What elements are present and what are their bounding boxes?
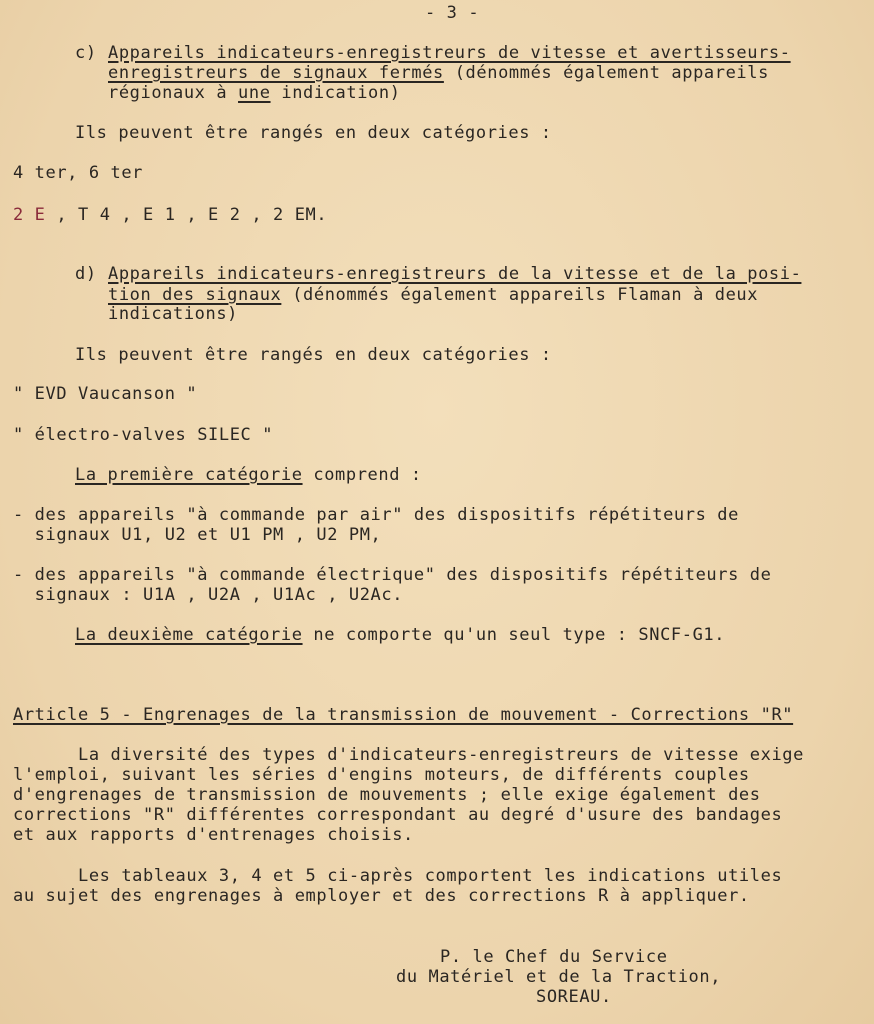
article5-para2-line: au sujet des engrenages à employer et des corrections R à appliquer. [13,886,750,906]
section-c-title-line3-rest: indication) [270,83,401,103]
item2-line2: signaux : U1A , U2A , U1Ac , U2Ac. [13,585,404,605]
section-d-intro: Ils peuvent être rangés en deux catégories : [75,345,552,365]
section-c-title-line3 [108,84,401,103]
section-c-label: c) [75,43,97,63]
section-d-title-line2-rest: (dénommés également appareils Flaman à deux [281,285,759,305]
section-c-category2 [13,206,327,225]
section-d-title-line3: indications) [108,304,239,324]
article5-para1-line: La diversité des types d'indicateurs-enregistreurs de vitesse exige [13,745,804,765]
section-c-intro: Ils peuvent être rangés en deux catégories : [75,123,552,143]
section-d-category2: " électro-valves SILEC " [13,425,274,445]
page-number: - 3 - [425,3,480,23]
section-c-title-line2 [108,64,769,83]
first-category-rest: comprend : [302,465,422,485]
item1-line2: signaux U1, U2 et U1 PM , U2 PM, [13,525,382,545]
signature-line1: P. le Chef du Service [440,947,668,967]
second-category-underlined: La deuxième catégorie [75,625,303,645]
section-c-title-line3-pre: régionaux à [108,83,239,103]
section-d-label: d) [75,264,97,284]
signature-line3: SOREAU. [536,987,612,1007]
section-c-category2-rest: , T 4 , E 1 , E 2 , 2 EM. [45,205,328,225]
article5-para1-line: d'engrenages de transmission de mouvements ; elle exige également des [13,785,761,805]
signature-line2: du Matériel et de la Traction, [396,967,722,987]
section-d-title-line2-underlined: tion des signaux [108,285,282,305]
section-d-title-line2 [108,286,758,305]
first-category-underlined: La première catégorie [75,465,303,485]
article5-para1-line: corrections "R" différentes correspondant au degré d'usure des bandages [13,805,783,825]
section-c-title-line3-underlined: une [238,83,271,103]
article5-title: Article 5 - Engrenages de la transmission de mouvement - Corrections "R" [13,705,794,725]
section-c-title-line2-rest: (dénommés également appareils [443,63,769,83]
section-c-category2-red: 2 E [13,205,46,225]
section-d-title-line1: Appareils indicateurs-enregistreurs de la vitesse et de la posi- [108,264,802,284]
section-d-category1: " EVD Vaucanson " [13,384,198,404]
article5-para1-line: et aux rapports d'entrenages choisis. [13,825,414,845]
section-c-title-line1: Appareils indicateurs-enregistreurs de vitesse et avertisseurs- [108,43,791,63]
first-category-heading [75,466,422,485]
item1-line1: - des appareils "à commande par air" des dispositifs répétiteurs de [13,505,739,525]
second-category-rest: ne comporte qu'un seul type : SNCF-G1. [302,625,726,645]
article5-para2-line: Les tableaux 3, 4 et 5 ci-après comportent les indications utiles [13,866,783,886]
item2-line1: - des appareils "à commande électrique" des dispositifs répétiteurs de [13,565,772,585]
section-c-title-line2-underlined: enregistreurs de signaux fermés [108,63,444,83]
second-category-heading [75,626,725,645]
section-c-category1: 4 ter, 6 ter [13,163,144,183]
article5-para1-line: l'emploi, suivant les séries d'engins moteurs, de différents couples [13,765,750,785]
